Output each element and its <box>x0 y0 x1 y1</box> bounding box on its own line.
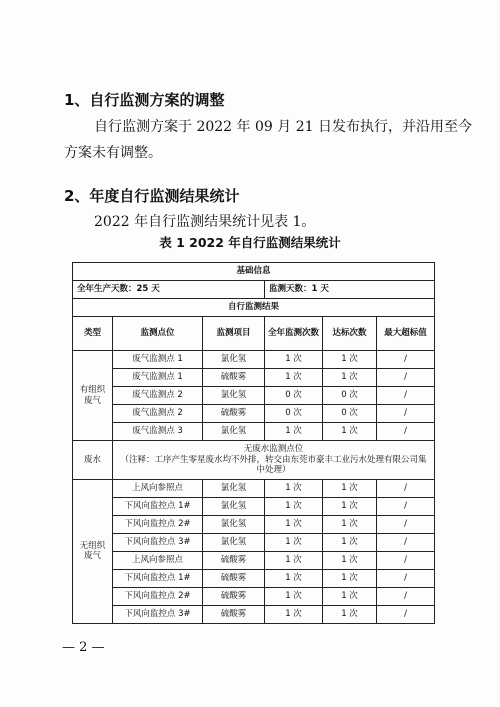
wastewater-line1: 无废水监测点位 <box>243 444 304 454</box>
pass-cell: 1 次 <box>323 569 377 587</box>
type-cell: 有组织废气 <box>73 351 113 441</box>
table-row <box>73 263 435 281</box>
count-cell: 0 次 <box>265 405 323 423</box>
pass-cell: 1 次 <box>323 605 377 623</box>
count-cell: 1 次 <box>265 479 323 497</box>
header-cell: 全年监测次数 <box>265 317 323 351</box>
wastewater-note-cell <box>113 441 435 480</box>
table-row <box>73 569 435 587</box>
exceed-cell: / <box>377 423 435 441</box>
table-caption: 表 1 2022 年自行监测结果统计 <box>159 235 341 250</box>
pass-cell: 1 次 <box>323 351 377 369</box>
pass-cell: 1 次 <box>323 369 377 387</box>
pass-cell: 0 次 <box>323 405 377 423</box>
item-cell: 硫酸雾 <box>203 551 265 569</box>
item-cell: 硫酸雾 <box>203 569 265 587</box>
table-row <box>73 441 435 480</box>
exceed-cell: / <box>377 515 435 533</box>
table-row <box>73 369 435 387</box>
item-cell: 氯化氢 <box>203 423 265 441</box>
item-cell: 氯化氢 <box>203 533 265 551</box>
results-title: 自行监测结果 <box>73 299 435 317</box>
section1-heading: 1、自行监测方案的调整 <box>64 91 225 109</box>
item-cell: 硫酸雾 <box>203 587 265 605</box>
point-cell: 上风向参照点 <box>113 551 203 569</box>
item-cell: 氯化氢 <box>203 515 265 533</box>
table-row <box>73 551 435 569</box>
item-cell: 氯化氢 <box>203 497 265 515</box>
pass-cell: 1 次 <box>323 479 377 497</box>
type-cell: 废水 <box>73 441 113 480</box>
header-cell: 类型 <box>73 317 113 351</box>
item-cell: 氯化氢 <box>203 479 265 497</box>
wastewater-line2: （注释：工序产生零星废水均不外排，转交由东莞市豪丰工业污水处理有限公司集中处理） <box>120 454 427 476</box>
table-row <box>73 299 435 317</box>
point-cell: 废气监测点 2 <box>113 405 203 423</box>
point-cell: 下风向监控点 3# <box>113 605 203 623</box>
exceed-cell: / <box>377 369 435 387</box>
pass-cell: 1 次 <box>323 587 377 605</box>
point-cell: 上风向参照点 <box>113 479 203 497</box>
pass-cell: 1 次 <box>323 515 377 533</box>
point-cell: 废气监测点 2 <box>113 387 203 405</box>
table-row <box>73 387 435 405</box>
point-cell: 下风向监控点 3# <box>113 533 203 551</box>
point-cell: 废气监测点 1 <box>113 351 203 369</box>
table-row <box>73 351 435 369</box>
table-row <box>73 533 435 551</box>
item-cell: 氯化氢 <box>203 387 265 405</box>
exceed-cell: / <box>377 605 435 623</box>
item-cell: 硫酸雾 <box>203 405 265 423</box>
count-cell: 1 次 <box>265 605 323 623</box>
header-cell: 最大超标值 <box>377 317 435 351</box>
table-row <box>73 497 435 515</box>
point-cell: 废气监测点 3 <box>113 423 203 441</box>
count-cell: 1 次 <box>265 569 323 587</box>
count-cell: 1 次 <box>265 351 323 369</box>
basic-info-title: 基础信息 <box>73 263 435 281</box>
page-number: — 2 — <box>62 640 105 655</box>
monitoring-days: 监测天数：1 天 <box>265 281 435 299</box>
table-row <box>73 281 435 299</box>
item-cell: 硫酸雾 <box>203 369 265 387</box>
count-cell: 1 次 <box>265 497 323 515</box>
pass-cell: 1 次 <box>323 551 377 569</box>
point-cell: 下风向监控点 1# <box>113 569 203 587</box>
section1-body-line2: 方案未有调整。 <box>64 145 162 161</box>
table-row <box>73 587 435 605</box>
point-cell: 下风向监控点 2# <box>113 587 203 605</box>
count-cell: 1 次 <box>265 551 323 569</box>
pass-cell: 1 次 <box>323 533 377 551</box>
item-cell: 氯化氢 <box>203 351 265 369</box>
pass-cell: 1 次 <box>323 497 377 515</box>
table-row <box>73 405 435 423</box>
count-cell: 1 次 <box>265 423 323 441</box>
point-cell: 下风向监控点 1# <box>113 497 203 515</box>
section2-heading: 2、年度自行监测结果统计 <box>64 187 240 205</box>
exceed-cell: / <box>377 497 435 515</box>
count-cell: 1 次 <box>265 533 323 551</box>
exceed-cell: / <box>377 533 435 551</box>
item-cell: 硫酸雾 <box>203 605 265 623</box>
exceed-cell: / <box>377 351 435 369</box>
production-days: 全年生产天数：25 天 <box>73 281 265 299</box>
exceed-cell: / <box>377 551 435 569</box>
count-cell: 1 次 <box>265 587 323 605</box>
pass-cell: 1 次 <box>323 423 377 441</box>
exceed-cell: / <box>377 405 435 423</box>
table-row <box>73 423 435 441</box>
header-cell: 监测点位 <box>113 317 203 351</box>
table-row <box>73 515 435 533</box>
type-cell: 无组织废气 <box>73 479 113 623</box>
count-cell: 1 次 <box>265 369 323 387</box>
exceed-cell: / <box>377 569 435 587</box>
section2-body: 2022 年自行监测结果统计见表 1。 <box>94 214 316 230</box>
exceed-cell: / <box>377 387 435 405</box>
table-header-row <box>73 317 435 351</box>
monitoring-results-table <box>72 262 435 624</box>
point-cell: 废气监测点 1 <box>113 369 203 387</box>
exceed-cell: / <box>377 479 435 497</box>
count-cell: 1 次 <box>265 515 323 533</box>
header-cell: 达标次数 <box>323 317 377 351</box>
header-cell: 监测项目 <box>203 317 265 351</box>
section1-body-line1: 自行监测方案于 2022 年 09 月 21 日发布执行，并沿用至今 <box>94 119 472 135</box>
table-row <box>73 479 435 497</box>
table-row <box>73 605 435 623</box>
pass-cell: 0 次 <box>323 387 377 405</box>
count-cell: 0 次 <box>265 387 323 405</box>
point-cell: 下风向监控点 2# <box>113 515 203 533</box>
exceed-cell: / <box>377 587 435 605</box>
